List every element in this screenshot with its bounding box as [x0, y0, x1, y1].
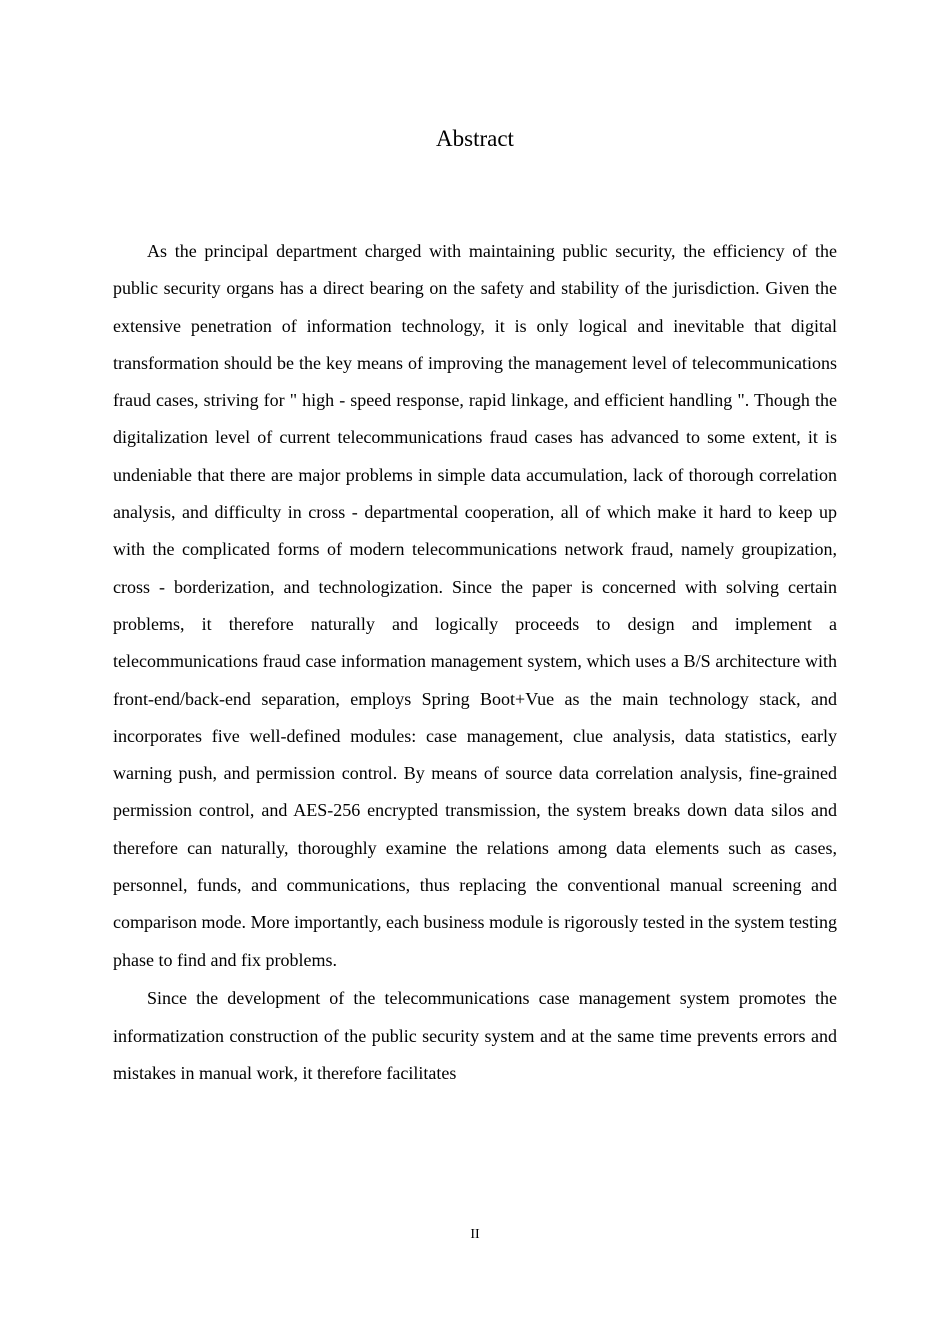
abstract-title: Abstract — [436, 126, 514, 151]
abstract-paragraph-1: As the principal department charged with maintaining public security, the efficiency of the public security organs has a direct bearing on the safety and stability of the jurisdiction. Given the extensive penetration of information technology, it is only logical and inevitable that digital transformation should be the key means of improving the management level of telecommunications fraud cases, striving for " high - speed response, rapid linkage, and efficient handling ". Though the digitalization level of current telecommunications fraud cases has advanced to some extent, it is undeniable that there are major problems in simple data accumulation, lack of thorough correlation analysis, and difficulty in cross - departmental cooperation, all of which make it hard to keep up with the complicated forms of modern telecommunications network fraud, namely groupization, cross - borderization, and technologization. Since the paper is concerned with solving certain problems, it therefore naturally and logically proceeds to design and implement a telecommunications fraud case information management system, which uses a B/S architecture with front-end/back-end separation, employs Spring Boot+Vue as the main technology stack, and incorporates five well-defined modules: case management, clue analysis, data statistics, early warning push, and permission control. By means of source data correlation analysis, fine-grained permission control, and AES-256 encrypted transmission, the system breaks down data silos and therefore can naturally, thoroughly examine the relations among data elements such as cases, personnel, funds, and communications, thus replacing the conventional manual screening and comparison mode. More importantly, each business module is rigorously tested in the system testing phase to find and fix problems. — [113, 241, 837, 970]
page-number: II — [470, 1227, 480, 1242]
abstract-paragraph-2: Since the development of the telecommunications case management system promotes the informatization construction of the public security system and at the same time prevents errors and mistakes in manual work, it therefore facilitates — [113, 988, 837, 1084]
abstract-body — [113, 233, 837, 1092]
